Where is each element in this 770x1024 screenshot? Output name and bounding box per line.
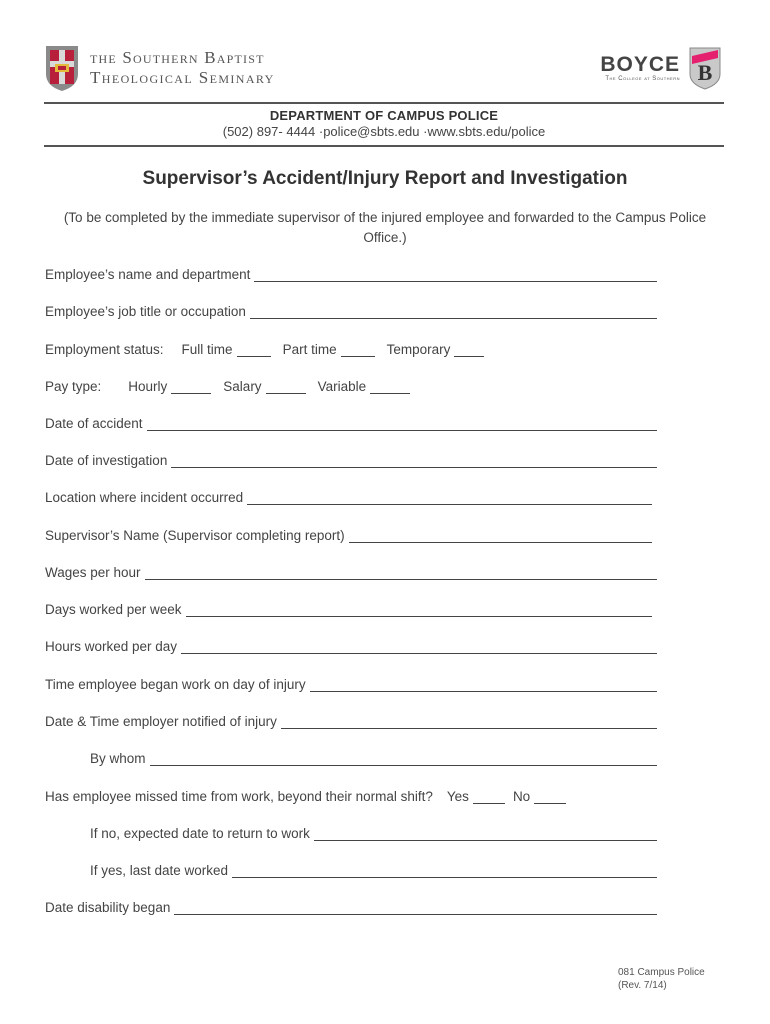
date-accident-label: Date of accident: [45, 416, 143, 431]
page-header: [0, 0, 770, 100]
last-worked-line[interactable]: [232, 863, 657, 878]
days-worked-field[interactable]: [45, 599, 652, 617]
days-worked-label: Days worked per week: [45, 602, 182, 617]
employment-status-label: Employment status:: [45, 342, 164, 357]
hourly-label: Hourly: [128, 379, 168, 394]
part-time-line[interactable]: [341, 342, 375, 357]
by-whom-label: By whom: [90, 751, 146, 766]
job-title-field[interactable]: [45, 301, 657, 319]
pay-type-row: [45, 376, 410, 394]
location-label: Location where incident occurred: [45, 490, 244, 505]
days-worked-line[interactable]: [186, 602, 652, 617]
temporary-line[interactable]: [454, 342, 484, 357]
disability-line[interactable]: [174, 900, 657, 915]
return-date-label: If no, expected date to return to work: [90, 826, 310, 841]
time-began-label: Time employee began work on day of injury: [45, 677, 306, 692]
revision-date: (Rev. 7/14): [618, 980, 667, 991]
date-accident-field[interactable]: [45, 413, 657, 431]
date-investigation-field[interactable]: [45, 450, 657, 468]
wages-line[interactable]: [145, 565, 657, 580]
sbts-logo: [44, 44, 275, 92]
employee-name-field[interactable]: [45, 264, 657, 282]
location-field[interactable]: [45, 487, 652, 505]
variable-label: Variable: [317, 379, 367, 394]
hourly-line[interactable]: [171, 379, 211, 394]
employee-name-label: Employee’s name and department: [45, 267, 251, 282]
by-whom-line[interactable]: [150, 751, 657, 766]
department-contact: (502) 897- 4444 ·police@sbts.edu ·www.sbts.edu/police: [222, 124, 546, 139]
svg-text:B: B: [697, 60, 713, 85]
supervisor-name-field[interactable]: [45, 525, 652, 543]
sbts-name-line1: the Southern Baptist: [90, 48, 265, 67]
last-worked-field[interactable]: [90, 860, 657, 878]
date-investigation-label: Date of investigation: [45, 453, 168, 468]
variable-line[interactable]: [370, 379, 410, 394]
time-began-field[interactable]: [45, 674, 657, 692]
by-whom-field[interactable]: [90, 748, 657, 766]
employee-name-line[interactable]: [254, 267, 657, 282]
sbts-name-line2: Theological Seminary: [90, 68, 275, 87]
missed-no-label: No: [512, 789, 531, 804]
hours-worked-label: Hours worked per day: [45, 639, 178, 654]
date-notified-label: Date & Time employer notified of injury: [45, 714, 277, 729]
form-footer: [618, 966, 705, 992]
temporary-label: Temporary: [386, 342, 451, 357]
full-time-line[interactable]: [237, 342, 271, 357]
missed-yes-label: Yes: [446, 789, 469, 804]
job-title-line[interactable]: [250, 304, 657, 319]
wages-label: Wages per hour: [45, 565, 141, 580]
missed-time-question: Has employee missed time from work, beyond their normal shift?: [45, 789, 433, 804]
date-notified-line[interactable]: [281, 714, 657, 729]
boyce-shield-icon: [688, 46, 722, 90]
return-date-field[interactable]: [90, 823, 657, 841]
disability-field[interactable]: [45, 897, 657, 915]
boyce-logo: [600, 46, 722, 90]
salary-label: Salary: [223, 379, 262, 394]
form-title: Supervisor’s Accident/Injury Report and Investigation: [142, 168, 628, 189]
wages-field[interactable]: [45, 562, 657, 580]
boyce-name: BOYCE: [600, 53, 680, 76]
pay-type-label: Pay type:: [45, 379, 102, 394]
form-number: 081 Campus Police: [618, 967, 705, 978]
disability-label: Date disability began: [45, 900, 171, 915]
form-subtitle: (To be completed by the immediate supervisor of the injured employee and forwarded to the Campus Police Office.): [63, 210, 707, 245]
full-time-label: Full time: [181, 342, 233, 357]
boyce-subtitle: The College at Southern: [605, 76, 680, 82]
date-notified-field[interactable]: [45, 711, 657, 729]
employment-status-row: [45, 339, 484, 357]
return-date-line[interactable]: [314, 826, 657, 841]
job-title-label: Employee’s job title or occupation: [45, 304, 246, 319]
date-accident-line[interactable]: [147, 416, 657, 431]
part-time-label: Part time: [282, 342, 337, 357]
supervisor-name-line[interactable]: [349, 528, 652, 543]
supervisor-name-label: Supervisor’s Name (Supervisor completing report): [45, 528, 345, 543]
top-divider: [44, 102, 724, 104]
last-worked-label: If yes, last date worked: [90, 863, 229, 878]
missed-time-row: [45, 786, 566, 804]
time-began-line[interactable]: [310, 677, 657, 692]
sbts-shield-icon: [44, 44, 80, 92]
department-block: [44, 108, 724, 139]
bottom-divider: [44, 145, 724, 147]
hours-worked-field[interactable]: [45, 636, 657, 654]
hours-worked-line[interactable]: [181, 639, 657, 654]
location-line[interactable]: [247, 490, 652, 505]
date-investigation-line[interactable]: [171, 453, 657, 468]
missed-yes-line[interactable]: [473, 789, 505, 804]
department-name: DEPARTMENT OF CAMPUS POLICE: [269, 108, 499, 123]
salary-line[interactable]: [266, 379, 306, 394]
missed-no-line[interactable]: [534, 789, 566, 804]
